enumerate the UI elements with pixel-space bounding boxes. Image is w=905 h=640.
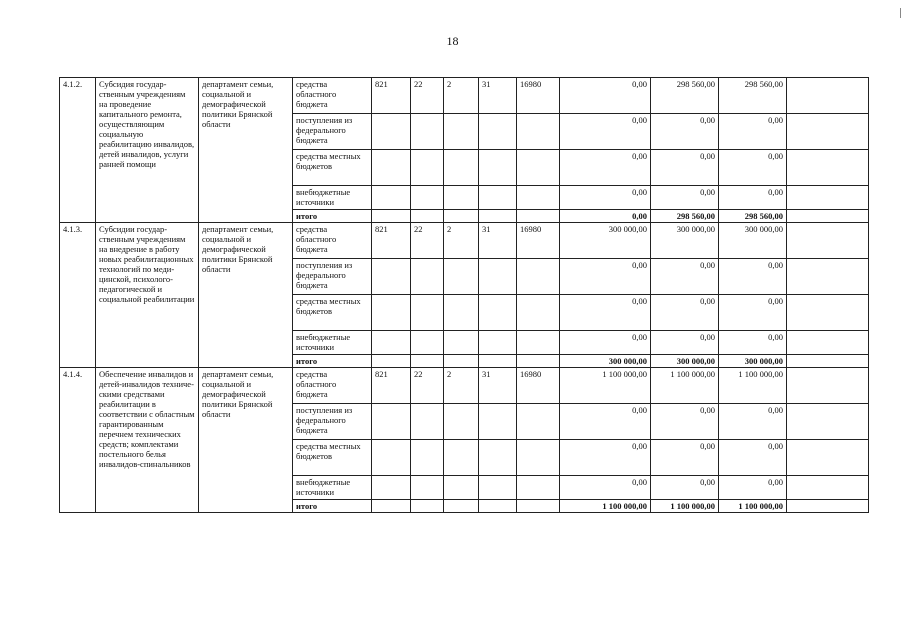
empty-cell (787, 223, 869, 259)
amount-cell: 300 000,00 (560, 223, 651, 259)
budget-code-cell (411, 114, 444, 150)
budget-code-cell (444, 295, 479, 331)
budget-code-cell (444, 259, 479, 295)
budget-code-cell (372, 150, 411, 186)
amount-cell: 0,00 (719, 404, 787, 440)
budget-code-cell (444, 186, 479, 210)
budget-code-cell: 31 (479, 78, 517, 114)
budget-code-cell (479, 476, 517, 500)
source-label-total: итого (293, 355, 372, 368)
budget-code-cell (444, 355, 479, 368)
budget-code-cell (372, 500, 411, 513)
amount-cell: 300 000,00 (651, 223, 719, 259)
budget-code-cell (517, 331, 560, 355)
budget-code-cell (411, 500, 444, 513)
amount-cell: 0,00 (560, 295, 651, 331)
amount-cell: 0,00 (651, 150, 719, 186)
budget-code-cell (372, 295, 411, 331)
budget-code-cell (411, 355, 444, 368)
table-row (60, 223, 869, 259)
table-row (60, 78, 869, 114)
amount-cell: 298 560,00 (651, 210, 719, 223)
empty-cell (787, 368, 869, 404)
amount-cell: 298 560,00 (651, 78, 719, 114)
amount-cell: 1 100 000,00 (560, 368, 651, 404)
empty-cell (787, 78, 869, 114)
budget-code-cell (372, 210, 411, 223)
amount-cell: 0,00 (719, 259, 787, 295)
budget-code-cell (372, 186, 411, 210)
source-label-extrabudget: внебюджетные источники (293, 476, 372, 500)
item-name: Субсидия государственным учреждениям на проведение капитального ремонта, осуществляющим социальную реабилитацию инвалидов, детей инвалидов, услуги ранней помощи (96, 78, 199, 223)
budget-code-cell: 16980 (517, 78, 560, 114)
amount-cell: 0,00 (560, 78, 651, 114)
amount-cell: 0,00 (560, 114, 651, 150)
budget-code-cell (479, 210, 517, 223)
item-name: Обеспечение инвалидов и детей-инвалидов техническими средствами реабилитации в соответствии с областным гарантированным перечнем технических средств; комплектами постельного белья инвалидов-спинальников (96, 368, 199, 513)
budget-code-cell (479, 500, 517, 513)
amount-cell: 0,00 (651, 114, 719, 150)
amount-cell: 0,00 (560, 476, 651, 500)
source-label-regional: средства областного бюджета (293, 368, 372, 404)
budget-code-cell (517, 404, 560, 440)
budget-code-cell (411, 295, 444, 331)
source-label-local: средства местных бюджетов (293, 150, 372, 186)
amount-cell: 0,00 (560, 331, 651, 355)
empty-cell (787, 404, 869, 440)
budget-code-cell: 821 (372, 223, 411, 259)
budget-code-cell (479, 186, 517, 210)
budget-code-cell (372, 355, 411, 368)
budget-code-cell (411, 331, 444, 355)
amount-cell: 300 000,00 (719, 223, 787, 259)
amount-cell: 0,00 (719, 150, 787, 186)
empty-cell (787, 210, 869, 223)
amount-cell: 0,00 (560, 440, 651, 476)
budget-code-cell (444, 476, 479, 500)
budget-code-cell (517, 259, 560, 295)
source-label-extrabudget: внебюджетные источники (293, 331, 372, 355)
budget-code-cell (517, 355, 560, 368)
amount-cell: 0,00 (560, 186, 651, 210)
budget-code-cell (411, 476, 444, 500)
amount-cell: 1 100 000,00 (719, 500, 787, 513)
empty-cell (787, 476, 869, 500)
budget-code-cell (372, 114, 411, 150)
amount-cell: 0,00 (651, 440, 719, 476)
source-label-extrabudget: внебюджетные источники (293, 186, 372, 210)
amount-cell: 0,00 (560, 210, 651, 223)
source-label-federal: поступления из федерального бюджета (293, 404, 372, 440)
budget-code-cell (372, 331, 411, 355)
budget-code-cell (444, 210, 479, 223)
table-row (60, 368, 869, 404)
amount-cell: 0,00 (719, 186, 787, 210)
budget-code-cell (479, 259, 517, 295)
budget-code-cell (479, 355, 517, 368)
budget-code-cell (479, 295, 517, 331)
empty-cell (787, 150, 869, 186)
budget-code-cell (479, 150, 517, 186)
budget-code-cell (517, 476, 560, 500)
scan-margin-mark (900, 8, 901, 18)
amount-cell: 0,00 (560, 150, 651, 186)
amount-cell: 0,00 (719, 440, 787, 476)
amount-cell: 300 000,00 (560, 355, 651, 368)
item-executor: департамент семьи, социальной и демографической политики Брянской области (199, 368, 293, 513)
item-number: 4.1.2. (60, 78, 96, 223)
budget-code-cell (444, 440, 479, 476)
amount-cell: 298 560,00 (719, 78, 787, 114)
budget-code-cell (517, 500, 560, 513)
source-label-regional: средства областного бюджета (293, 78, 372, 114)
budget-code-cell (411, 440, 444, 476)
amount-cell: 0,00 (651, 476, 719, 500)
budget-code-cell (372, 259, 411, 295)
item-number: 4.1.3. (60, 223, 96, 368)
budget-code-cell: 22 (411, 78, 444, 114)
budget-code-cell (372, 404, 411, 440)
budget-code-cell (444, 331, 479, 355)
empty-cell (787, 440, 869, 476)
empty-cell (787, 500, 869, 513)
budget-code-cell (517, 440, 560, 476)
amount-cell: 0,00 (651, 295, 719, 331)
amount-cell: 1 100 000,00 (651, 368, 719, 404)
amount-cell: 0,00 (560, 404, 651, 440)
budget-code-cell (411, 404, 444, 440)
budget-code-cell (411, 150, 444, 186)
budget-code-cell (411, 259, 444, 295)
budget-code-cell: 2 (444, 223, 479, 259)
budget-code-cell: 2 (444, 78, 479, 114)
amount-cell: 1 100 000,00 (651, 500, 719, 513)
budget-code-cell: 821 (372, 78, 411, 114)
budget-code-cell: 31 (479, 368, 517, 404)
amount-cell: 0,00 (719, 331, 787, 355)
budget-code-cell (479, 331, 517, 355)
amount-cell: 0,00 (719, 476, 787, 500)
amount-cell: 300 000,00 (651, 355, 719, 368)
budget-code-cell (444, 114, 479, 150)
amount-cell: 0,00 (560, 259, 651, 295)
budget-code-cell (444, 404, 479, 440)
amount-cell: 0,00 (719, 295, 787, 331)
source-label-regional: средства областного бюджета (293, 223, 372, 259)
budget-code-cell: 31 (479, 223, 517, 259)
source-label-local: средства местных бюджетов (293, 295, 372, 331)
budget-code-cell (444, 150, 479, 186)
budget-code-cell (517, 186, 560, 210)
empty-cell (787, 355, 869, 368)
amount-cell: 0,00 (651, 331, 719, 355)
budget-code-cell (517, 114, 560, 150)
budget-code-cell (372, 440, 411, 476)
source-label-total: итого (293, 210, 372, 223)
empty-cell (787, 331, 869, 355)
budget-code-cell (517, 210, 560, 223)
page-number: 18 (446, 34, 459, 48)
budget-code-cell (372, 476, 411, 500)
budget-table (59, 77, 869, 513)
source-label-total: итого (293, 500, 372, 513)
source-label-federal: поступления из федерального бюджета (293, 259, 372, 295)
amount-cell: 0,00 (651, 259, 719, 295)
empty-cell (787, 295, 869, 331)
table-body (60, 78, 869, 513)
budget-code-cell: 16980 (517, 368, 560, 404)
amount-cell: 0,00 (651, 404, 719, 440)
amount-cell: 1 100 000,00 (560, 500, 651, 513)
item-name: Субсидии государственным учреждениям на внедрение в работу новых реабилитационных технологий по медицинской, психолого-педагогической и социальной реабилитации (96, 223, 199, 368)
amount-cell: 0,00 (719, 114, 787, 150)
source-label-federal: поступления из федерального бюджета (293, 114, 372, 150)
empty-cell (787, 259, 869, 295)
item-number: 4.1.4. (60, 368, 96, 513)
amount-cell: 0,00 (651, 186, 719, 210)
item-executor: департамент семьи, социальной и демографической политики Брянской области (199, 78, 293, 223)
budget-code-cell: 16980 (517, 223, 560, 259)
source-label-local: средства местных бюджетов (293, 440, 372, 476)
amount-cell: 300 000,00 (719, 355, 787, 368)
amount-cell: 1 100 000,00 (719, 368, 787, 404)
budget-code-cell (479, 404, 517, 440)
budget-code-cell (444, 500, 479, 513)
budget-code-cell (411, 210, 444, 223)
empty-cell (787, 114, 869, 150)
budget-code-cell (517, 150, 560, 186)
budget-code-cell (479, 440, 517, 476)
budget-code-cell: 22 (411, 368, 444, 404)
budget-code-cell: 2 (444, 368, 479, 404)
budget-code-cell (411, 186, 444, 210)
budget-code-cell: 22 (411, 223, 444, 259)
budget-code-cell (517, 295, 560, 331)
budget-code-cell: 821 (372, 368, 411, 404)
empty-cell (787, 186, 869, 210)
budget-code-cell (479, 114, 517, 150)
item-executor: департамент семьи, социальной и демографической политики Брянской области (199, 223, 293, 368)
amount-cell: 298 560,00 (719, 210, 787, 223)
